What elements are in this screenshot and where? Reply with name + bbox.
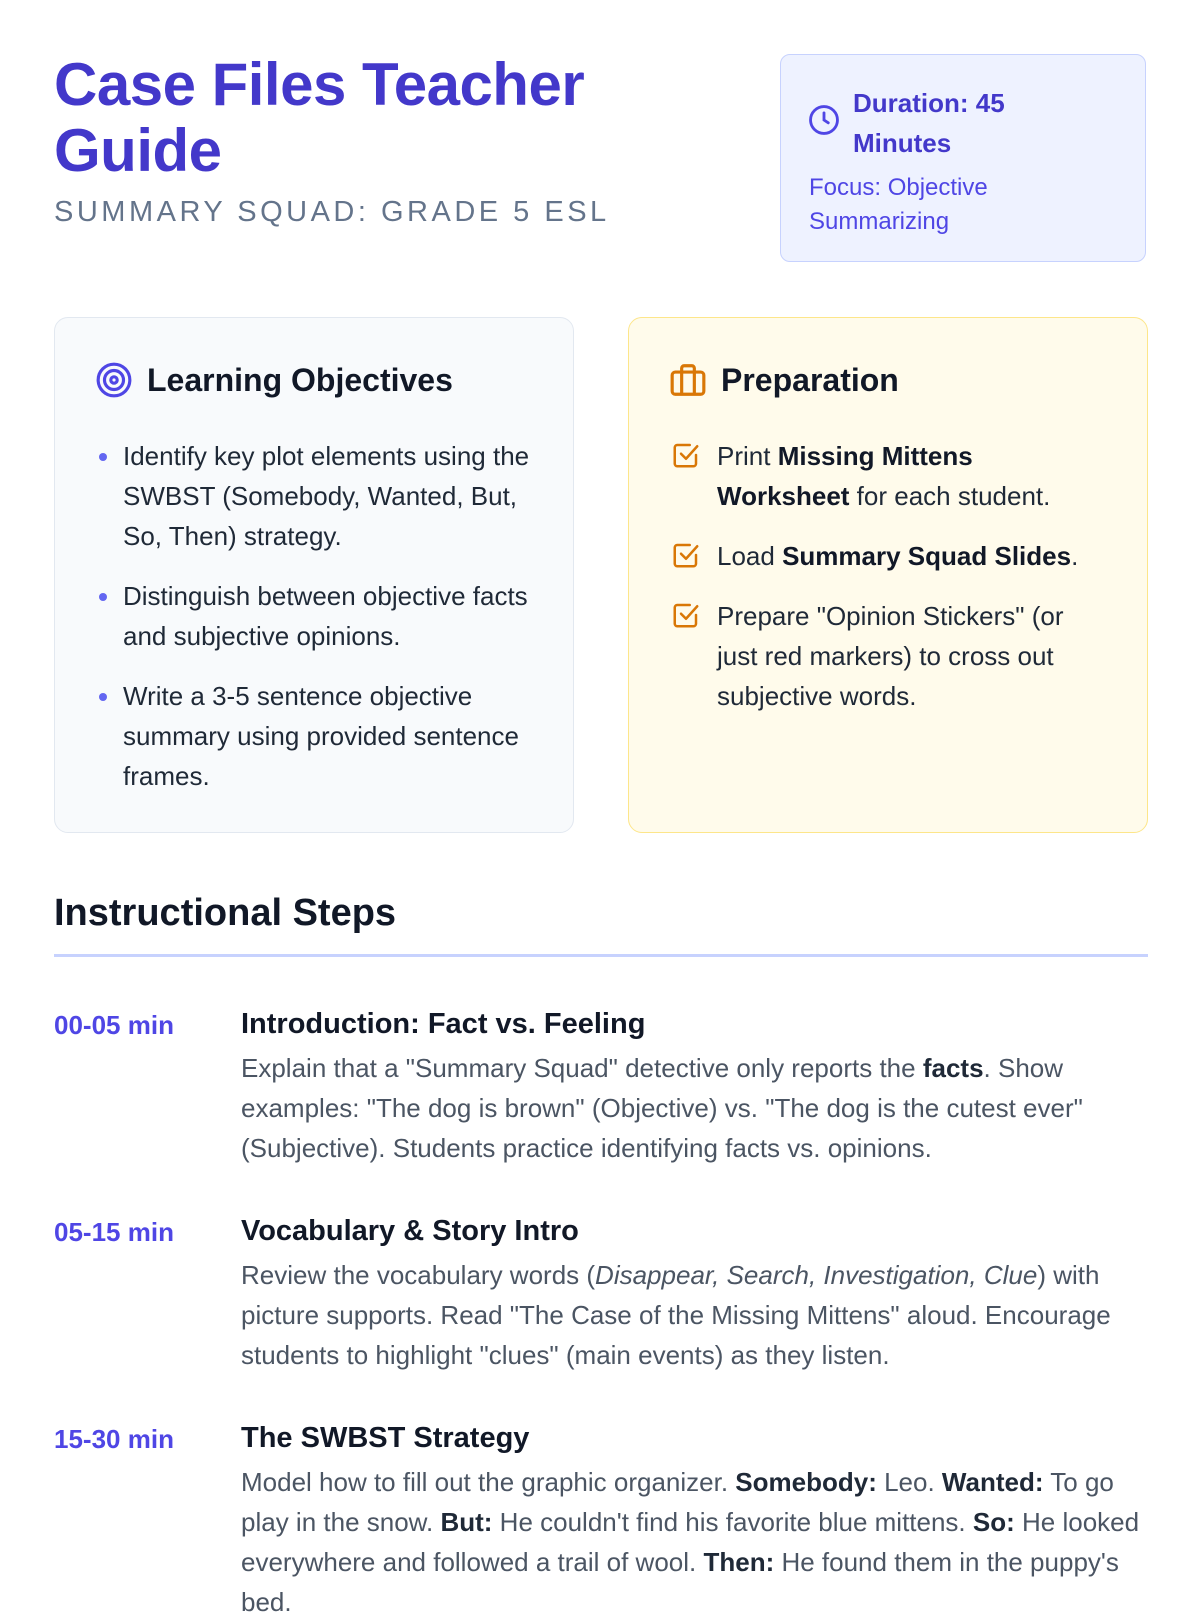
learning-objectives-header [95, 360, 453, 400]
instructional-steps-title: Instructional Steps [54, 892, 397, 934]
step-time: 05-15 min [54, 1217, 174, 1247]
step-title: Introduction: Fact vs. Feeling [241, 1008, 646, 1040]
step-text: ) with picture supports. Read "The Case of the Missing Mittens" aloud. Encourage students to highlight "clues" (main events) as they listen. [241, 1260, 1111, 1370]
prep-text: . [1071, 541, 1079, 571]
swbst-key: But: [440, 1507, 493, 1537]
step-description [241, 1048, 1146, 1168]
step-text: . Show examples: "The dog is brown" (Objective) vs. "The dog is the cutest ever" (Subjective). Students practice identifying facts vs. opinions. [241, 1053, 1083, 1163]
list-item [97, 436, 537, 556]
target-icon [95, 361, 133, 399]
checkbox-checked-icon [671, 540, 701, 570]
step-text: Leo. [876, 1467, 942, 1497]
swbst-key: So: [972, 1507, 1015, 1537]
clock-icon [807, 103, 841, 137]
duration-label: Duration: 45 Minutes [853, 88, 1005, 158]
step-text: He found them in the puppy's bed. [241, 1547, 1119, 1617]
step-title: Vocabulary & Story Intro [241, 1215, 579, 1247]
step-text: Review the vocabulary words ( [241, 1260, 596, 1290]
checkbox-checked-icon [671, 600, 701, 630]
vocabulary-words: Disappear, Search, Investigation, Clue [595, 1260, 1038, 1290]
list-item [97, 576, 537, 656]
objective-text: Write a 3-5 sentence objective summary using provided sentence frames. [123, 681, 519, 791]
divider [54, 954, 1148, 957]
preparation-list [671, 436, 1111, 736]
swbst-key: Wanted: [941, 1467, 1044, 1497]
focus-label: Focus: Objective Summarizing [809, 174, 988, 235]
preparation-title: Preparation [721, 361, 899, 398]
prep-text: Load [717, 541, 783, 571]
learning-objectives-card [54, 317, 574, 833]
preparation-header [669, 360, 899, 400]
prep-text: Prepare "Opinion Stickers" (or just red markers) to cross out subjective words. [717, 601, 1064, 711]
checkbox-checked-icon [671, 440, 701, 470]
step-text: To go play in the snow. [241, 1467, 1114, 1537]
briefcase-icon [669, 361, 707, 399]
step-title: The SWBST Strategy [241, 1422, 530, 1454]
list-item [97, 676, 537, 796]
header [54, 52, 1148, 272]
swbst-key: Then: [703, 1547, 775, 1577]
step-text: He looked everywhere and followed a trail of wool. [241, 1507, 1140, 1577]
step-text: He couldn't find his favorite blue mittens. [492, 1507, 973, 1537]
objective-text: Identify key plot elements using the SWBST (Somebody, Wanted, But, So, Then) strategy. [123, 441, 530, 551]
prep-text: Print [717, 441, 778, 471]
step-time: 15-30 min [54, 1424, 174, 1454]
list-item [671, 596, 1111, 716]
step-text: Explain that a "Summary Squad" detective only reports the [241, 1053, 923, 1083]
step-description [241, 1462, 1146, 1622]
page-subtitle: SUMMARY SQUAD: GRADE 5 ESL [54, 196, 610, 228]
page-title: Case Files Teacher Guide [54, 51, 585, 184]
objective-text: Distinguish between objective facts and subjective opinions. [123, 581, 528, 651]
step-description [241, 1255, 1146, 1375]
list-item [671, 436, 1111, 516]
prep-bold-text: Missing Mittens Worksheet [717, 441, 973, 511]
bullet-dot-icon [99, 693, 107, 701]
step-time: 00-05 min [54, 1010, 174, 1040]
prep-text: for each student. [849, 481, 1051, 511]
duration-card [780, 54, 1146, 262]
objectives-list [97, 436, 537, 816]
step-text: Model how to fill out the graphic organizer. [241, 1467, 736, 1497]
learning-objectives-title: Learning Objectives [147, 361, 453, 398]
list-item [671, 536, 1111, 576]
bullet-dot-icon [99, 593, 107, 601]
swbst-key: Somebody: [735, 1467, 877, 1497]
prep-bold-text: Summary Squad Slides [782, 541, 1072, 571]
preparation-card [628, 317, 1148, 833]
bullet-dot-icon [99, 453, 107, 461]
step-bold-text: facts [922, 1053, 984, 1083]
